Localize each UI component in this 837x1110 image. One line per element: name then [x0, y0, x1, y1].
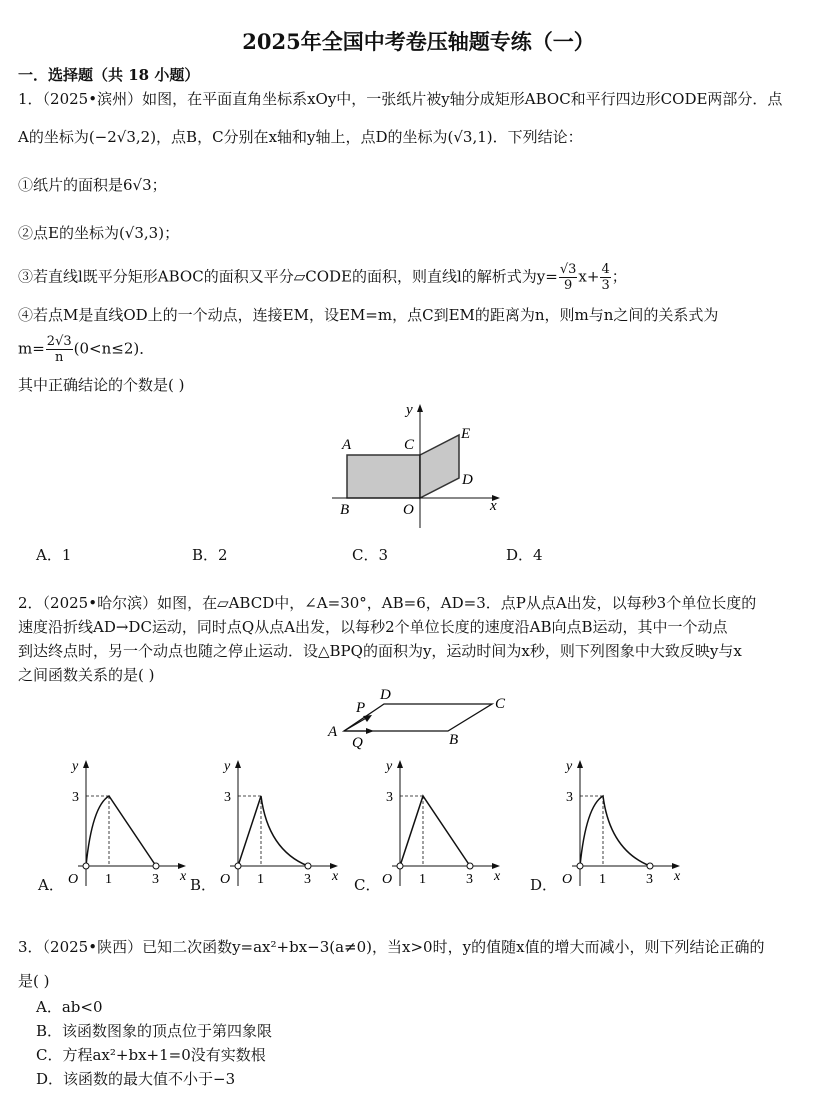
- graph-b-label-x: x: [332, 869, 339, 884]
- graph-d-label-1: 1: [599, 872, 606, 887]
- q2-label-C: C: [495, 696, 506, 712]
- q1-statement-4-line-1: ④若点M是直线OD上的一个动点，连接EM，设EM=m，点C到EM的距离为n，则m与n之间的关系式为: [18, 306, 719, 324]
- q1-statement-3: [18, 262, 627, 293]
- graph-a-label-x: x: [180, 869, 187, 884]
- q1-coordinate-figure: [320, 398, 510, 533]
- graph-c-curve: [400, 796, 470, 866]
- graph-a-label-3x: 3: [152, 872, 159, 887]
- graph-c-label-1: 1: [419, 872, 426, 887]
- q2-graph-A: [58, 752, 198, 892]
- q1-s3-end: ；: [611, 267, 627, 286]
- q1-statement-1: ①纸片的面积是6√3；: [18, 176, 167, 194]
- q2-option-A[interactable]: A．: [38, 876, 64, 894]
- graph-b-label-O: O: [220, 872, 231, 887]
- q2-graph-C: [372, 752, 512, 892]
- q3-line-1: 3．（2025•陕西）已知二次函数y=ax²+bx−3(a≠0)，当x>0时，y的值随x值的增大而减小，则下列结论正确的: [18, 938, 765, 956]
- graph-c-end-point: [467, 863, 473, 869]
- q2-graph-B: [210, 752, 350, 892]
- q2-line-4: 之间函数关系的是( ): [18, 666, 155, 684]
- section-heading: 一．选择题（共 18 小题）: [18, 66, 200, 84]
- graph-b-origin-point: [235, 863, 241, 869]
- graph-a-end-point: [153, 863, 159, 869]
- q1-s3-fraction-2: [600, 262, 610, 293]
- q1-option-A[interactable]: A．1: [36, 546, 72, 564]
- q1-label-O: O: [403, 502, 414, 518]
- graph-c-label-y: y: [386, 759, 393, 774]
- graph-b-curve: [238, 796, 308, 866]
- q1-s4-fraction: [46, 334, 73, 365]
- q2-option-B[interactable]: B．: [190, 876, 217, 894]
- q2-parallelogram-figure: [320, 684, 520, 750]
- q1-statement-4-line-2: [18, 334, 154, 365]
- graph-c-y-arrow-icon: [397, 760, 403, 768]
- q3-line-2: 是( ): [18, 972, 50, 990]
- graph-c-origin-point: [397, 863, 403, 869]
- q2-line-3: 到达终点时，另一个动点也随之停止运动．设△BPQ的面积为y，运动时间为x秒，则下列图象中大致反映y与x: [18, 642, 742, 660]
- q2-option-D[interactable]: D．: [530, 876, 558, 894]
- graph-d-label-3x: 3: [646, 872, 653, 887]
- page-title: 2025年全国中考卷压轴题专练（一）: [242, 29, 595, 54]
- q1-s4-den: n: [55, 350, 64, 365]
- graph-b-end-point: [305, 863, 311, 869]
- q1-s4-lead: m=: [18, 339, 45, 358]
- q2-line-2: 速度沿折线AD→DC运动，同时点Q从点A出发，以每秒2个单位长度的速度沿AB向点B运动，其中一个动点: [18, 618, 728, 636]
- graph-c-label-3x: 3: [466, 872, 473, 887]
- graph-a-label-O: O: [68, 872, 79, 887]
- q1-s4-end: (0<n≤2)．: [73, 339, 155, 358]
- graph-a-label-y: y: [72, 759, 79, 774]
- q1-option-D[interactable]: D．4: [506, 546, 543, 564]
- q1-statement-2: ②点E的坐标为(√3,3)；: [18, 224, 180, 242]
- graph-a-label-3: 3: [72, 790, 79, 805]
- graph-d-label-y: y: [566, 759, 573, 774]
- graph-d-y-arrow-icon: [577, 760, 583, 768]
- q2-label-B: B: [449, 732, 459, 748]
- graph-b-label-3x: 3: [304, 872, 311, 887]
- graph-d-curve: [580, 796, 650, 866]
- q1-line-2: A的坐标为(−2√3,2)，点B，C分别在x轴和y轴上，点D的坐标为(√3,1)．下列结论：: [18, 128, 583, 146]
- q3-option-B[interactable]: B．该函数图象的顶点位于第四象限: [36, 1022, 273, 1040]
- q1-parallelogram-CODE: [420, 435, 459, 498]
- q1-s3-mid: x+: [578, 267, 600, 286]
- q1-question: 其中正确结论的个数是( ): [18, 376, 185, 394]
- q1-option-B[interactable]: B．2: [192, 546, 228, 564]
- q1-label-A: A: [342, 437, 352, 453]
- graph-a-origin-point: [83, 863, 89, 869]
- q1-label-x: x: [490, 498, 497, 514]
- graph-b-label-1: 1: [257, 872, 264, 887]
- q2-arrow-AP: [344, 717, 368, 731]
- graph-a-label-1: 1: [105, 872, 112, 887]
- q1-s3-fraction-1: [559, 262, 578, 293]
- graph-c-label-O: O: [382, 872, 393, 887]
- q2-label-P: P: [356, 700, 366, 716]
- q2-label-Q: Q: [352, 735, 363, 750]
- q1-s3-den1: 9: [563, 278, 573, 293]
- q2-label-D: D: [380, 687, 391, 703]
- q1-line-1: 1．（2025•滨州）如图，在平面直角坐标系xOy中，一张纸片被y轴分成矩形ABOC和平行四边形CODE两部分．点: [18, 90, 783, 108]
- graph-b-label-3: 3: [224, 790, 231, 805]
- graph-a-y-arrow-icon: [83, 760, 89, 768]
- q1-label-C: C: [404, 437, 415, 453]
- q1-label-B: B: [340, 502, 350, 518]
- q1-s4-num: 2√3: [46, 334, 72, 349]
- graph-d-end-point: [647, 863, 653, 869]
- graph-a-curve: [86, 796, 156, 866]
- q3-option-C[interactable]: C．方程ax²+bx+1=0没有实数根: [36, 1046, 266, 1064]
- graph-d-label-O: O: [562, 872, 573, 887]
- graph-c-label-3: 3: [386, 790, 393, 805]
- q1-s3-lead: ③若直线l既平分矩形ABOC的面积又平分▱CODE的面积，则直线l的解析式为y=: [18, 267, 558, 286]
- graph-b-label-y: y: [224, 759, 231, 774]
- graph-c-label-x: x: [494, 869, 501, 884]
- q1-label-y: y: [406, 402, 413, 418]
- q1-label-E: E: [461, 426, 471, 442]
- q2-line-1: 2．（2025•哈尔滨）如图，在▱ABCD中，∠A=30°，AB=6，AD=3．点P从点A出发，以每秒3个单位长度的: [18, 594, 757, 612]
- q2-graph-D: [552, 752, 692, 892]
- q1-label-D: D: [462, 472, 473, 488]
- q3-option-A[interactable]: A．ab<0: [36, 998, 103, 1016]
- q1-s3-den2: 3: [601, 278, 610, 293]
- graph-d-label-x: x: [674, 869, 681, 884]
- q1-y-arrow-icon: [417, 404, 423, 412]
- q2-arrow-q-icon: [366, 728, 374, 734]
- q1-s3-num1: √3: [559, 262, 577, 277]
- graph-d-label-3: 3: [566, 790, 573, 805]
- graph-d-origin-point: [577, 863, 583, 869]
- q2-label-A: A: [328, 724, 338, 740]
- graph-b-y-arrow-icon: [235, 760, 241, 768]
- q1-option-C[interactable]: C．3: [352, 546, 389, 564]
- q2-option-C[interactable]: C．: [354, 876, 381, 894]
- q3-option-D[interactable]: D．该函数的最大值不小于−3: [36, 1070, 236, 1088]
- q1-s3-num2: 4: [601, 262, 610, 277]
- q1-rectangle-ABOC: [347, 455, 420, 498]
